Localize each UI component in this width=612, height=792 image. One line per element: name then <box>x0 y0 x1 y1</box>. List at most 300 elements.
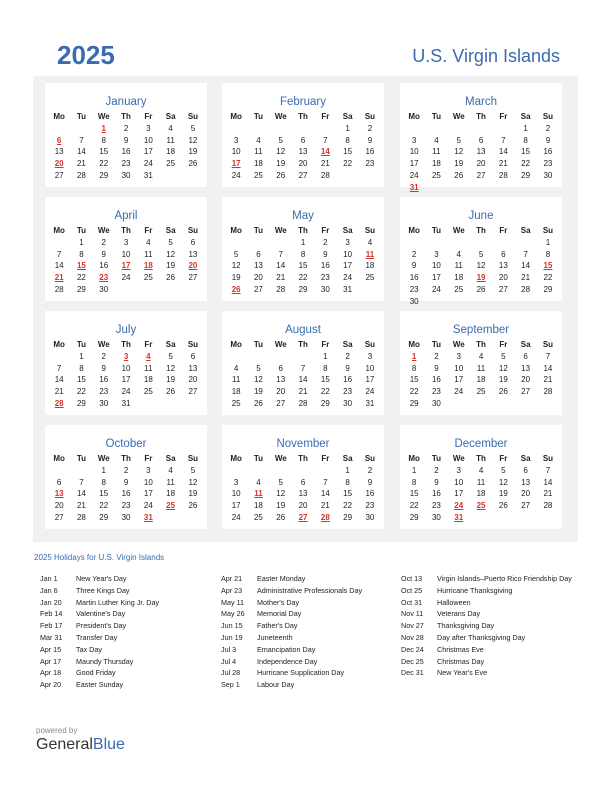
day-cell: 4 <box>256 135 261 145</box>
day-cell: 28 <box>320 170 330 180</box>
day-cell: 29 <box>76 284 86 294</box>
month-name: July <box>115 324 137 336</box>
day-cell: 18 <box>253 159 263 169</box>
empty-day-cell <box>403 237 425 249</box>
day-cell: 2 <box>367 123 373 133</box>
weekday-header: Fr <box>321 340 330 349</box>
holiday-row <box>40 632 220 644</box>
day-cell: 26 <box>498 501 508 511</box>
weekday-header: Tu <box>431 340 442 349</box>
weekday-header: Sa <box>165 226 176 235</box>
day-cell: 4 <box>478 351 484 361</box>
weekday-header: Tu <box>76 226 87 235</box>
day-cell: 8 <box>101 477 106 487</box>
day-cell: 19 <box>231 273 241 283</box>
month-october <box>45 425 207 529</box>
weekday-header: Fr <box>144 454 153 463</box>
empty-day-cell <box>247 351 269 363</box>
day-cell: 30 <box>99 284 109 294</box>
holiday-date: Dec 24 <box>401 644 424 654</box>
day-cell: 4 <box>256 477 261 487</box>
day-cell: 7 <box>523 249 528 259</box>
day-cell: 25 <box>431 170 441 180</box>
day-cell: 29 <box>99 512 109 522</box>
day-cell: 23 <box>320 273 330 283</box>
day-cell: 21 <box>543 489 553 499</box>
weekday-header: Tu <box>431 112 442 121</box>
holiday-day-cell: 24 <box>454 501 464 511</box>
day-cell: 8 <box>79 363 84 373</box>
holiday-date: Apr 23 <box>221 585 243 595</box>
weekday-header: Th <box>476 226 486 235</box>
holiday-date: Nov 11 <box>401 609 424 619</box>
empty-day-cell <box>48 237 70 249</box>
empty-day-cell <box>247 123 269 135</box>
day-cell: 5 <box>190 123 196 133</box>
day-cell: 5 <box>478 249 484 259</box>
day-cell: 9 <box>367 135 373 145</box>
day-cell: 19 <box>498 375 508 385</box>
holiday-row <box>221 620 401 632</box>
month-grid <box>48 111 204 182</box>
month-february <box>222 83 384 187</box>
day-cell: 22 <box>320 387 330 397</box>
day-cell: 10 <box>231 489 241 499</box>
day-cell: 20 <box>476 159 486 169</box>
holiday-day-cell: 20 <box>54 159 64 169</box>
day-cell: 8 <box>411 363 417 373</box>
day-cell: 20 <box>253 273 263 283</box>
weekday-header: Fr <box>144 340 153 349</box>
day-cell: 17 <box>231 501 241 511</box>
holiday-date: Nov 27 <box>401 621 424 631</box>
weekday-header: Tu <box>253 340 264 349</box>
holidays-column-3 <box>401 573 573 679</box>
day-cell: 16 <box>121 489 131 499</box>
day-cell: 14 <box>54 375 64 385</box>
day-cell: 9 <box>101 363 106 373</box>
holiday-date: Apr 20 <box>40 680 62 690</box>
day-cell: 6 <box>300 477 306 487</box>
day-cell: 22 <box>343 159 353 169</box>
month-grid <box>48 453 204 524</box>
day-cell: 23 <box>365 501 375 511</box>
year-title: 2025 <box>57 40 115 70</box>
weekday-header: Mo <box>53 112 65 121</box>
empty-day-cell <box>448 123 470 135</box>
day-cell: 11 <box>231 375 241 385</box>
day-cell: 20 <box>188 375 198 385</box>
holiday-row <box>40 573 220 585</box>
holidays-column-2 <box>221 573 401 691</box>
holiday-row <box>401 620 573 632</box>
day-cell: 8 <box>79 249 84 259</box>
weekday-header: Sa <box>165 340 176 349</box>
weekday-header: Sa <box>342 340 353 349</box>
day-cell: 15 <box>99 147 109 157</box>
day-cell: 13 <box>298 489 308 499</box>
day-cell: 9 <box>123 477 129 487</box>
day-cell: 27 <box>188 387 198 397</box>
month-name: August <box>285 324 321 336</box>
day-cell: 5 <box>501 465 506 475</box>
empty-day-cell <box>314 465 336 477</box>
day-cell: 16 <box>543 147 553 157</box>
day-cell: 20 <box>521 375 531 385</box>
holiday-row <box>401 667 573 679</box>
day-cell: 24 <box>431 284 441 294</box>
day-cell: 7 <box>545 351 551 361</box>
day-cell: 17 <box>454 375 464 385</box>
holiday-day-cell: 4 <box>146 351 151 361</box>
day-cell: 29 <box>409 512 419 522</box>
holiday-date: Jun 19 <box>221 632 243 642</box>
weekday-header: We <box>452 112 465 121</box>
holiday-day-cell: 21 <box>54 273 64 283</box>
day-cell: 27 <box>498 284 508 294</box>
day-cell: 22 <box>343 501 353 511</box>
holiday-row <box>401 573 573 585</box>
holiday-date: Feb 17 <box>40 621 63 631</box>
day-cell: 31 <box>143 170 153 180</box>
holiday-name: Three Kings Day <box>76 585 130 595</box>
day-cell: 25 <box>454 284 464 294</box>
day-cell: 12 <box>166 363 176 373</box>
holiday-date: Dec 25 <box>401 656 424 666</box>
day-cell: 12 <box>188 135 198 145</box>
day-cell: 4 <box>146 237 151 247</box>
holiday-day-cell: 25 <box>476 501 486 511</box>
holiday-date: Apr 15 <box>40 644 62 654</box>
day-cell: 3 <box>456 465 461 475</box>
day-cell: 16 <box>99 375 109 385</box>
day-cell: 1 <box>545 237 551 247</box>
day-cell: 26 <box>276 512 286 522</box>
holiday-day-cell: 1 <box>411 351 417 361</box>
day-cell: 3 <box>456 351 461 361</box>
day-cell: 1 <box>411 465 417 475</box>
day-cell: 31 <box>365 398 375 408</box>
day-cell: 18 <box>166 147 176 157</box>
day-cell: 21 <box>54 387 64 397</box>
day-cell: 9 <box>434 363 439 373</box>
day-cell: 26 <box>498 387 508 397</box>
day-cell: 13 <box>188 363 198 373</box>
holiday-date: Mar 31 <box>40 632 63 642</box>
empty-day-cell <box>270 123 292 135</box>
holiday-date: Jan 20 <box>40 597 62 607</box>
day-cell: 10 <box>143 135 153 145</box>
month-grid <box>403 453 559 524</box>
month-grid <box>225 339 381 410</box>
month-name: December <box>454 438 508 450</box>
month-name: November <box>276 438 330 450</box>
day-cell: 6 <box>478 135 484 145</box>
holiday-date: Jan 1 <box>40 574 58 583</box>
weekday-header: Su <box>187 340 199 349</box>
holiday-row <box>401 644 573 656</box>
weekday-header: Su <box>364 340 376 349</box>
day-cell: 5 <box>278 135 283 145</box>
day-cell: 14 <box>521 261 531 271</box>
weekday-header: Tu <box>431 454 442 463</box>
day-cell: 29 <box>76 398 86 408</box>
empty-day-cell <box>247 465 269 477</box>
holiday-row <box>401 632 573 644</box>
holiday-name: Juneteenth <box>257 632 293 642</box>
day-cell: 28 <box>498 170 508 180</box>
empty-day-cell <box>403 123 425 135</box>
day-cell: 23 <box>409 284 419 294</box>
day-cell: 24 <box>121 387 131 397</box>
weekday-header: Mo <box>53 340 65 349</box>
weekday-header: Su <box>542 226 554 235</box>
day-cell: 28 <box>76 512 86 522</box>
day-cell: 21 <box>320 501 330 511</box>
holiday-name: Memorial Day <box>257 609 302 619</box>
day-cell: 2 <box>101 237 106 247</box>
holidays-title: 2025 Holidays for U.S. Virgin Islands <box>34 553 165 562</box>
day-cell: 18 <box>365 261 375 271</box>
weekday-header: Mo <box>230 340 242 349</box>
weekday-header: Tu <box>76 340 87 349</box>
day-cell: 1 <box>345 465 350 475</box>
day-cell: 25 <box>231 398 241 408</box>
empty-day-cell <box>48 351 70 363</box>
weekday-header: Tu <box>253 454 264 463</box>
holiday-row <box>40 656 220 668</box>
weekday-header: We <box>97 112 110 121</box>
powered-by-text: powered by <box>36 726 78 735</box>
day-cell: 17 <box>431 273 441 283</box>
month-march <box>400 83 562 192</box>
day-cell: 1 <box>101 465 106 475</box>
holiday-date: Sep 1 <box>221 680 240 690</box>
day-cell: 26 <box>166 387 176 397</box>
holiday-date: Jun 15 <box>221 621 243 631</box>
day-cell: 3 <box>434 249 439 259</box>
day-cell: 13 <box>54 147 64 157</box>
day-cell: 22 <box>76 273 86 283</box>
day-cell: 12 <box>276 489 286 499</box>
day-cell: 4 <box>367 237 373 247</box>
day-cell: 7 <box>56 249 62 259</box>
day-cell: 11 <box>254 147 263 157</box>
day-cell: 6 <box>56 477 62 487</box>
calendar-panel <box>33 76 578 542</box>
day-cell: 6 <box>523 465 528 475</box>
day-cell: 15 <box>409 375 419 385</box>
month-name: May <box>292 210 314 222</box>
holiday-day-cell: 23 <box>99 273 109 283</box>
day-cell: 23 <box>543 159 553 169</box>
generalblue-logo[interactable] <box>36 736 125 754</box>
empty-day-cell <box>292 351 314 363</box>
holiday-row <box>40 608 220 620</box>
holiday-name: Father's Day <box>257 621 298 631</box>
day-cell: 2 <box>123 123 129 133</box>
month-may <box>222 197 384 301</box>
empty-day-cell <box>425 123 447 135</box>
day-cell: 10 <box>143 477 153 487</box>
weekday-header: We <box>274 340 287 349</box>
holiday-day-cell: 20 <box>188 261 198 271</box>
day-cell: 25 <box>253 170 263 180</box>
day-cell: 1 <box>323 351 328 361</box>
empty-day-cell <box>314 123 336 135</box>
weekday-header: Fr <box>499 454 508 463</box>
day-cell: 3 <box>146 123 151 133</box>
holiday-row <box>401 597 573 609</box>
day-cell: 23 <box>121 501 131 511</box>
day-cell: 12 <box>498 363 508 373</box>
day-cell: 6 <box>256 249 261 259</box>
holiday-day-cell: 28 <box>320 512 330 522</box>
day-cell: 13 <box>521 363 531 373</box>
holiday-row <box>221 644 401 656</box>
holiday-name: Emancipation Day <box>257 644 316 654</box>
day-cell: 10 <box>121 363 131 373</box>
day-cell: 10 <box>121 249 131 259</box>
day-cell: 13 <box>498 261 508 271</box>
holiday-name: Christmas Eve <box>437 644 484 654</box>
day-cell: 29 <box>298 284 308 294</box>
day-cell: 11 <box>476 363 486 373</box>
day-cell: 20 <box>276 387 286 397</box>
weekday-header: Mo <box>408 112 420 121</box>
weekday-header: Sa <box>520 112 531 121</box>
weekday-header: Fr <box>144 112 153 121</box>
holiday-row <box>401 585 573 597</box>
day-cell: 26 <box>276 170 286 180</box>
day-cell: 28 <box>76 170 86 180</box>
weekday-header: Th <box>121 112 131 121</box>
day-cell: 7 <box>300 363 306 373</box>
day-cell: 10 <box>454 363 464 373</box>
holiday-day-cell: 13 <box>54 489 64 499</box>
holiday-row <box>401 608 573 620</box>
day-cell: 28 <box>54 284 64 294</box>
empty-day-cell <box>292 465 314 477</box>
holiday-day-cell: 26 <box>231 284 241 294</box>
day-cell: 6 <box>300 135 306 145</box>
day-cell: 22 <box>298 273 308 283</box>
holiday-name: Labour Day <box>257 680 295 690</box>
day-cell: 24 <box>231 512 241 522</box>
empty-day-cell <box>225 123 247 135</box>
day-cell: 14 <box>320 489 330 499</box>
weekday-header: Mo <box>408 454 420 463</box>
day-cell: 19 <box>276 501 286 511</box>
holiday-row <box>40 585 220 597</box>
day-cell: 3 <box>123 237 129 247</box>
day-cell: 18 <box>476 489 486 499</box>
day-cell: 30 <box>543 170 553 180</box>
day-cell: 26 <box>188 159 198 169</box>
day-cell: 17 <box>365 375 375 385</box>
day-cell: 10 <box>343 249 353 259</box>
day-cell: 13 <box>521 477 531 487</box>
day-cell: 23 <box>431 387 441 397</box>
weekday-header: Sa <box>520 454 531 463</box>
day-cell: 16 <box>431 375 441 385</box>
day-cell: 6 <box>190 351 196 361</box>
day-cell: 22 <box>76 387 86 397</box>
weekday-header: Fr <box>499 226 508 235</box>
month-december <box>400 425 562 529</box>
month-april <box>45 197 207 301</box>
empty-day-cell <box>492 123 514 135</box>
day-cell: 27 <box>476 170 486 180</box>
day-cell: 1 <box>300 237 306 247</box>
day-cell: 25 <box>143 387 153 397</box>
day-cell: 22 <box>521 159 531 169</box>
day-cell: 20 <box>298 501 308 511</box>
empty-day-cell <box>470 237 492 249</box>
day-cell: 30 <box>320 284 330 294</box>
day-cell: 12 <box>231 261 241 271</box>
day-cell: 25 <box>365 273 375 283</box>
day-cell: 29 <box>521 170 531 180</box>
day-cell: 13 <box>298 147 308 157</box>
day-cell: 8 <box>411 477 417 487</box>
holiday-day-cell: 19 <box>476 273 486 283</box>
weekday-header: Mo <box>408 340 420 349</box>
empty-day-cell <box>514 237 536 249</box>
holiday-day-cell: 1 <box>101 123 106 133</box>
day-cell: 20 <box>498 273 508 283</box>
day-cell: 15 <box>99 489 109 499</box>
holiday-date: Jan 6 <box>40 585 58 595</box>
day-cell: 10 <box>231 147 241 157</box>
day-cell: 7 <box>79 135 84 145</box>
holiday-date: Oct 31 <box>401 597 423 607</box>
day-cell: 4 <box>478 465 484 475</box>
weekday-header: We <box>274 112 287 121</box>
day-cell: 24 <box>343 273 353 283</box>
empty-day-cell <box>270 237 292 249</box>
day-cell: 23 <box>343 387 353 397</box>
holiday-day-cell: 28 <box>54 398 64 408</box>
day-cell: 23 <box>431 501 441 511</box>
weekday-header: Mo <box>53 454 65 463</box>
holiday-name: Day after Thanksgiving Day <box>437 632 526 642</box>
day-cell: 29 <box>343 512 353 522</box>
holidays-column-1 <box>40 573 220 691</box>
holiday-date: Oct 25 <box>401 585 423 595</box>
holiday-day-cell: 11 <box>254 489 263 499</box>
day-cell: 15 <box>343 147 353 157</box>
day-cell: 8 <box>300 249 306 259</box>
holiday-name: Administrative Professionals Day <box>257 585 363 595</box>
holiday-row <box>40 644 220 656</box>
day-cell: 30 <box>121 170 131 180</box>
day-cell: 12 <box>253 375 263 385</box>
empty-day-cell <box>292 123 314 135</box>
day-cell: 3 <box>411 135 417 145</box>
day-cell: 2 <box>411 249 417 259</box>
day-cell: 25 <box>166 159 176 169</box>
holiday-row <box>221 608 401 620</box>
holiday-day-cell: 11 <box>365 249 375 259</box>
holiday-name: Maundy Thursday <box>76 656 134 666</box>
day-cell: 4 <box>168 123 173 133</box>
day-cell: 24 <box>121 273 131 283</box>
weekday-header: Sa <box>520 340 531 349</box>
day-cell: 30 <box>343 398 353 408</box>
day-cell: 4 <box>456 249 461 259</box>
month-grid <box>225 111 381 182</box>
